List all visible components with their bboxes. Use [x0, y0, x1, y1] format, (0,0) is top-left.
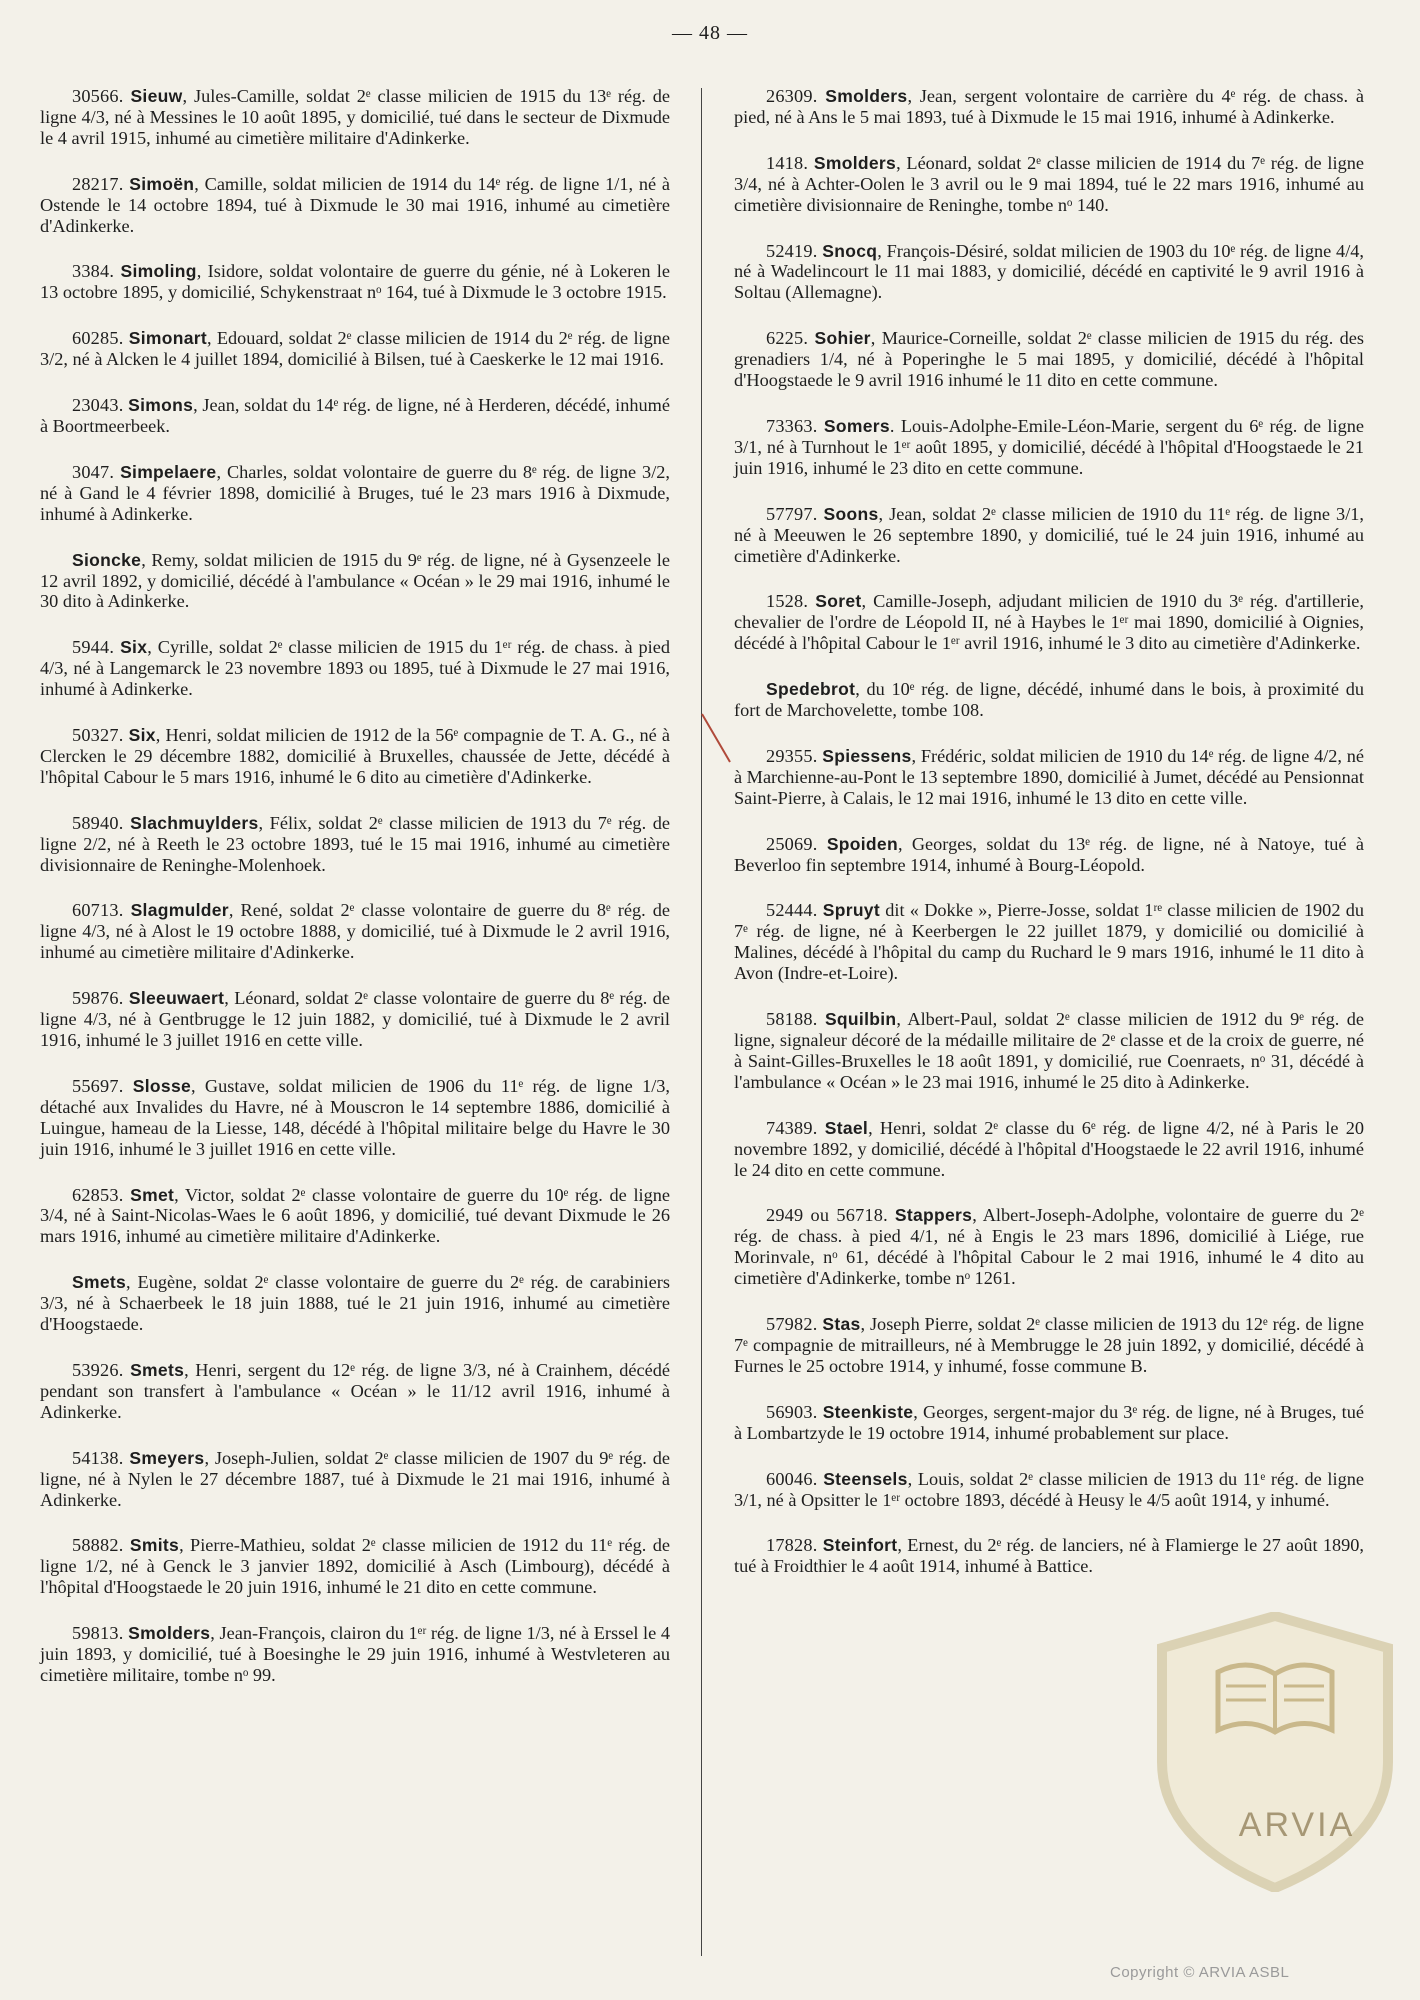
entry-details: , Georges, sergent-major du 3ᵉ rég. de ligne, né à Bruges, tué à Lombartzyde le 19 octobre 1914, inhumé probablement sur place. [734, 1401, 1364, 1443]
entry-details: . Louis-Adolphe-Emile-Léon-Marie, sergent du 6ᵉ rég. de ligne 3/1, né à Turnhout le 1ᵉʳ août 1895, y domicilié, décédé à l'hôpital d'Hoogstaede le 21 juin 1916, inhumé le 23 dito en cette commune. [734, 415, 1364, 478]
register-entry [734, 328, 1364, 391]
register-entry [40, 1535, 670, 1598]
entry-number: 2949 ou 56718. [766, 1205, 888, 1226]
entry-number: 73363. [766, 415, 818, 436]
entry-details: , Camille, soldat milicien de 1914 du 14ᵉ rég. de ligne 1/1, né à Ostende le 14 octobre 1894, tué à Dixmude le 30 mai 1916, inhumé au cimetière d'Adinkerke. [40, 173, 671, 236]
column-divider [701, 88, 702, 1956]
register-entry [40, 174, 670, 237]
entry-details: , Eugène, soldat 2ᵉ classe volontaire de guerre du 2ᵉ rég. de carabiniers 3/3, né à Schaerbeek le 18 juin 1888, tué le 21 juin 1916, inhumé au cimetière d'Hoogstaede. [40, 1272, 670, 1335]
entry-number: 25069. [766, 833, 818, 854]
entry-number: 29355. [766, 745, 818, 766]
entry-number: 30566. [72, 86, 124, 106]
register-entry [734, 241, 1364, 304]
entry-details: , Jean-François, clairon du 1ᵉʳ rég. de ligne 1/3, né à Erssel le 4 juin 1893, y domicilié, tué à Boesinghe le 29 juin 1916, inhumé à Westvleteren au cimetière militaire, tombe nᵒ 99. [40, 1623, 671, 1685]
entry-details: , Albert-Joseph-Adolphe, volontaire de guerre du 2ᵉ rég. de chass. à pied 4/1, né à Engis le 23 mars 1896, domicilié à Liége, rue Morinvale, nᵒ 61, décédé à l'hôpital Cabour le 2 mai 1916, inhumé le 4 dito au cimetière d'Adinkerke, tombe nᵒ 1261. [734, 1205, 1364, 1289]
entry-surname: Six [120, 637, 148, 658]
entry-number: 50327. [72, 725, 124, 746]
entry-number: 56903. [766, 1401, 818, 1422]
entry-number: 60713. [72, 900, 124, 921]
entry-number: 23043. [72, 395, 124, 416]
entry-details: , Léonard, soldat 2ᵉ classe milicien de 1914 du 7ᵉ rég. de ligne 3/4, né à Achter-Oolen le 3 avril ou le 9 mai 1894, tué le 22 mars 1916, inhumé au cimetière divisionnaire de Reninghe, tombe nᵒ 140. [734, 152, 1364, 215]
entry-surname: Simonart [128, 328, 208, 349]
entry-surname: Steinfort [822, 1535, 898, 1556]
entry-number: 59813. [72, 1623, 124, 1644]
entry-surname: Stas [822, 1314, 861, 1335]
register-entry [40, 550, 670, 613]
entry-surname: Smets [72, 1272, 127, 1293]
entry-details: , du 10ᵉ rég. de ligne, décédé, inhumé dans le bois, à proximité du fort de Marchovelette, tombe 108. [734, 679, 1364, 721]
entry-surname: Steensels [823, 1468, 908, 1489]
register-entry [734, 86, 1364, 128]
entry-surname: Somers [823, 415, 890, 436]
entry-number: 1418. [766, 152, 809, 173]
entry-number: 1528. [766, 591, 809, 612]
register-entry [734, 834, 1364, 876]
entry-details: , Jean, sergent volontaire de carrière du 4ᵉ rég. de chass. à pied, né à Ans le 5 mai 1893, tué à Dixmude le 15 mai 1916, inhumé à Adinkerke. [734, 86, 1364, 127]
register-entry [40, 86, 670, 149]
entry-surname: Simoën [129, 173, 195, 194]
register-entry [734, 1314, 1364, 1377]
register-entry [734, 591, 1364, 654]
register-entry [40, 988, 670, 1051]
entry-number: 3384. [72, 261, 115, 282]
arvia-stamp-logo [1148, 1612, 1402, 1892]
entry-details: , Joseph Pierre, soldat 2ᵉ classe milicien de 1913 du 12ᵉ rég. de ligne 7ᵉ compagnie de mitrailleurs, né à Membrugge le 28 juin 1892, y domicilié, décédé à Furnes le 25 octobre 1914, y inhumé, fosse commune B. [734, 1314, 1364, 1376]
register-entry [40, 328, 670, 370]
register-entry [40, 637, 670, 700]
entry-number: 17828. [766, 1535, 818, 1556]
entry-details: , François-Désiré, soldat milicien de 1903 du 10ᵉ rég. de ligne 4/4, né à Wadelincourt le 11 mai 1883, y domicilié, décédé en captivité le 9 avril 1916 à Soltau (Allemagne). [734, 240, 1364, 303]
left-column [40, 86, 670, 1711]
entry-details: , Charles, soldat volontaire de guerre du 8ᵉ rég. de ligne 3/2, né à Gand le 4 février 1898, domicilié à Bruges, tué le 23 mars 1916 à Dixmude, inhumé à Adinkerke. [40, 461, 670, 524]
entry-surname: Sieuw [130, 86, 183, 106]
entry-details: , René, soldat 2ᵉ classe volontaire de guerre du 8ᵉ rég. de ligne 4/3, né à Alost le 19 octobre 1888, y domicilié, tué à Dixmude le 2 avril 1916, inhumé au cimetière militaire d'Adinkerke. [40, 900, 671, 963]
entry-number: 54138. [72, 1447, 124, 1468]
register-entry [734, 900, 1364, 984]
entry-details: , Victor, soldat 2ᵉ classe volontaire de guerre du 10ᵉ rég. de ligne 3/4, né à Saint-Nicolas-Waes le 6 août 1896, y domicilié, tué devant Dixmude le 26 mars 1916, inhumé au cimetière militaire d'Adinkerke. [40, 1184, 670, 1247]
entry-number: 57797. [766, 503, 818, 524]
entry-number: 28217. [72, 173, 124, 194]
register-entry [40, 395, 670, 437]
entry-number: 26309. [766, 86, 818, 106]
register-entry [734, 1402, 1364, 1444]
entry-surname: Sleeuwaert [128, 988, 225, 1009]
entry-number: 58882. [72, 1535, 124, 1556]
entry-surname: Simpelaere [120, 461, 217, 482]
entry-surname: Stael [824, 1117, 869, 1138]
register-entry [40, 900, 670, 963]
register-entry [734, 1469, 1364, 1511]
entry-number: 57982. [766, 1314, 818, 1335]
register-entry [734, 1009, 1364, 1093]
entry-surname: Smolders [825, 86, 908, 106]
entry-number: 6225. [766, 328, 809, 349]
entry-details: , Henri, sergent du 12ᵉ rég. de ligne 3/3, né à Crainhem, décédé pendant son transfert à l'ambulance « Océan » le 11/12 avril 1916, inhumé à Adinkerke. [40, 1359, 670, 1422]
entry-details: , Henri, soldat milicien de 1912 de la 56ᵉ compagnie de T. A. G., né à Clercken le 29 décembre 1882, domicilié à Bruxelles, chaussée de Jette, décédé à l'hôpital Cabour le 5 mars 1916, inhumé le 6 dito au cimetière d'Adinkerke. [40, 725, 671, 787]
entry-surname: Spedebrot [766, 679, 856, 700]
register-entry [40, 1623, 670, 1686]
entry-details: , Isidore, soldat volontaire de guerre du génie, né à Lokeren le 13 octobre 1895, y domicilié, Schykenstraat nᵒ 164, tué à Dixmude le 3 octobre 1915. [40, 261, 670, 303]
entry-details: , Cyrille, soldat 2ᵉ classe milicien de 1915 du 1ᵉʳ rég. de chass. à pied 4/3, né à Langemarck le 23 novembre 1893 ou 1895, tué à Dixmude le 27 mai 1916, inhumé à Adinkerke. [40, 637, 670, 700]
entry-details: , Ernest, du 2ᵉ rég. de lanciers, né à Flamierge le 27 août 1890, tué à Froidthier le 4 août 1914, inhumé à Battice. [734, 1535, 1364, 1577]
entry-details: , Camille-Joseph, adjudant milicien de 1910 du 3ᵉ rég. d'artillerie, chevalier de l'ordre de Léopold II, né à Haybes le 1ᵉʳ mai 1890, domicilié à Oignies, décédé à l'hôpital Cabour le 1ᵉʳ avril 1916, inhumé le 3 dito au cimetière d'Adinkerke. [734, 591, 1364, 654]
entry-number: 58188. [766, 1009, 818, 1030]
register-entry [40, 261, 670, 303]
entry-details: , Henri, soldat 2ᵉ classe du 6ᵉ rég. de ligne 4/2, né à Paris le 20 novembre 1892, y domicilié, décédé à l'hôpital d'Hoogstaede le 22 avril 1916, inhumé le 24 dito en cette commune. [734, 1117, 1364, 1180]
copyright-notice: Copyright © ARVIA ASBL [1110, 1964, 1290, 1981]
entry-number: 52444. [766, 900, 818, 921]
entry-surname: Spiessens [822, 745, 912, 766]
register-entry [734, 679, 1364, 721]
register-entry [734, 153, 1364, 216]
entry-surname: Smeyers [129, 1447, 205, 1468]
entry-surname: Slachmuylders [130, 812, 259, 833]
entry-number: 74389. [766, 1117, 818, 1138]
entry-number: 59876. [72, 988, 124, 1009]
entry-details: , Léonard, soldat 2ᵉ classe volontaire de guerre du 8ᵉ rég. de ligne 4/3, né à Gentbrugge le 12 juin 1882, y domicilié, tué à Dixmude le 2 avril 1916, inhumé le 3 juillet 1916 en cette ville. [40, 988, 670, 1050]
register-entry [734, 1118, 1364, 1181]
entry-surname: Sioncke [72, 549, 142, 570]
entry-details: , Jean, soldat du 14ᵉ rég. de ligne, né à Herderen, décédé, inhumé à Boortmeerbeek. [40, 395, 670, 436]
entry-details: , Félix, soldat 2ᵉ classe milicien de 1913 du 7ᵉ rég. de ligne 2/2, né à Reeth le 23 octobre 1893, tué le 15 mai 1916, inhumé au cimetière divisionnaire de Reninghe-Molenhoek. [40, 812, 670, 875]
register-entry [40, 1448, 670, 1511]
entry-surname: Six [128, 725, 156, 746]
entry-surname: Smolders [813, 152, 897, 173]
entry-surname: Squilbin [824, 1009, 897, 1030]
entry-details: , Joseph-Julien, soldat 2ᵉ classe milicien de 1907 du 9ᵉ rég. de ligne, né à Nylen le 27 décembre 1887, tué à Dixmude le 21 mai 1916, inhumé à Adinkerke. [40, 1447, 670, 1510]
entry-details: , Albert-Paul, soldat 2ᵉ classe milicien de 1912 du 9ᵉ rég. de ligne, signaleur décoré de la médaille militaire de 2ᵉ classe et de la croix de guerre, né à Saint-Gilles-Bruxelles le 18 août 1891, y domicilié, rue Coenraets, nᵒ 31, décédé à l'ambulance « Océan » le 23 mai 1916, inhumé le 25 dito à Adinkerke. [734, 1009, 1364, 1092]
entry-details: , Remy, soldat milicien de 1915 du 9ᵉ rég. de ligne, né à Gysenzeele le 12 avril 1892, y domicilié, décédé à l'ambulance « Océan » le 29 mai 1916, inhumé le 30 dito à Adinkerke. [40, 549, 670, 612]
entry-surname: Spruyt [822, 900, 880, 921]
entry-number: 60046. [766, 1468, 818, 1489]
entry-details: , Gustave, soldat milicien de 1906 du 11ᵉ rég. de ligne 1/3, détaché aux Invalides du Havre, né à Mouscron le 14 septembre 1886, domicilié à Luingue, hameau de la Liesse, 148, décédé à l'hôpital militaire belge du Havre le 30 juin 1916, inhumé le 3 juillet 1916 en cette ville. [40, 1075, 670, 1159]
entry-details: , Pierre-Mathieu, soldat 2ᵉ classe milicien de 1912 du 11ᵉ rég. de ligne 1/2, né à Genck le 3 janvier 1892, domicilié à Asch (Limbourg), décédé à l'hôpital d'Hoogstaede le 20 juin 1916, inhumé le 21 dito en cette commune. [40, 1535, 670, 1598]
entry-surname: Simons [128, 395, 194, 416]
entry-number: 52419. [766, 240, 818, 261]
entry-number: 62853. [72, 1184, 124, 1205]
entry-surname: Soret [815, 591, 862, 612]
entry-surname: Slosse [132, 1075, 192, 1096]
register-entry [734, 746, 1364, 809]
entry-surname: Smet [130, 1184, 175, 1205]
entry-details: , Louis, soldat 2ᵉ classe milicien de 1913 du 11ᵉ rég. de ligne 3/1, né à Opsitter le 1ᵉʳ octobre 1893, décédé à Heusy le 4/5 août 1914, y inhumé. [734, 1468, 1364, 1510]
register-entry [734, 1535, 1364, 1577]
entry-surname: Spoiden [826, 833, 898, 854]
entry-surname: Steenkiste [822, 1401, 914, 1422]
margin-pencil-mark [700, 712, 740, 772]
stamp-label: ARVIA [1238, 1806, 1356, 1844]
entry-details: , Jean, soldat 2ᵉ classe milicien de 1910 du 11ᵉ rég. de ligne 3/1, né à Meeuwen le 26 septembre 1890, y domicilié, tué le 24 juin 1916, inhumé au cimetière d'Adinkerke. [734, 503, 1364, 566]
entry-details: , Frédéric, soldat milicien de 1910 du 14ᵉ rég. de ligne 4/2, né à Marchienne-au-Pont le 13 septembre 1890, domicilié à Jumet, décédé au Pensionnat Saint-Pierre, à Calais, le 12 mai 1916, inhumé le 13 dito en cette ville. [734, 745, 1364, 808]
register-entry [40, 1360, 670, 1423]
register-entry [40, 1272, 670, 1335]
entry-number: 5944. [72, 637, 115, 658]
entry-number: 3047. [72, 461, 115, 482]
entry-surname: Snocq [822, 240, 878, 261]
entry-number: 58940. [72, 812, 124, 833]
entry-surname: Sohier [814, 328, 871, 349]
entry-number: 55697. [72, 1075, 124, 1096]
page-number: — 48 — [672, 22, 748, 44]
register-entry [40, 462, 670, 525]
right-column [734, 86, 1364, 1602]
entry-details: , Edouard, soldat 2ᵉ classe milicien de 1914 du 2ᵉ rég. de ligne 3/2, né à Alcken le 4 juillet 1894, domicilié à Bilsen, tué à Caeskerke le 12 mai 1916. [40, 328, 670, 370]
entry-details: , Maurice-Corneille, soldat 2ᵉ classe milicien de 1915 du rég. des grenadiers 1/4, né à Poperinghe le 5 mai 1895, y domicilié, décédé à l'hôpital d'Hoogstaede le 9 avril 1916 inhumé le 11 dito en cette commune. [734, 328, 1365, 391]
entry-surname: Smets [130, 1359, 185, 1380]
entry-surname: Simoling [120, 261, 197, 282]
entry-surname: Soons [823, 503, 879, 524]
register-entry [734, 1205, 1364, 1289]
register-entry [734, 504, 1364, 567]
entry-surname: Stappers [894, 1205, 973, 1226]
entry-surname: Smits [129, 1535, 180, 1556]
entry-details: , Jules-Camille, soldat 2ᵉ classe milicien de 1915 du 13ᵉ rég. de ligne 4/3, né à Messines le 10 août 1895, y domicilié, tué dans le secteur de Dixmude le 4 avril 1915, inhumé au cimetière militaire d'Adinkerke. [40, 86, 670, 148]
register-entry [40, 725, 670, 788]
entry-number: 60285. [72, 328, 124, 349]
register-entry [734, 416, 1364, 479]
entry-number: 53926. [72, 1359, 124, 1380]
register-entry [40, 813, 670, 876]
register-entry [40, 1185, 670, 1248]
entry-surname: Slagmulder [130, 900, 229, 921]
entry-details: dit « Dokke », Pierre-Josse, soldat 1ʳᵉ classe milicien de 1902 du 7ᵉ rég. de ligne, né à Keerbergen le 22 juillet 1879, y domicilié ou domicilié à Malines, décédé à l'hôpital du camp du Ruchard le 9 mars 1916, inhumé le 11 dito à Avon (Indre-et-Loire). [734, 900, 1364, 984]
entry-details: , Georges, soldat du 13ᵉ rég. de ligne, né à Natoye, tué à Beverloo fin septembre 1914, inhumé à Bourg-Léopold. [734, 833, 1364, 875]
entry-surname: Smolders [128, 1623, 211, 1644]
register-entry [40, 1076, 670, 1160]
